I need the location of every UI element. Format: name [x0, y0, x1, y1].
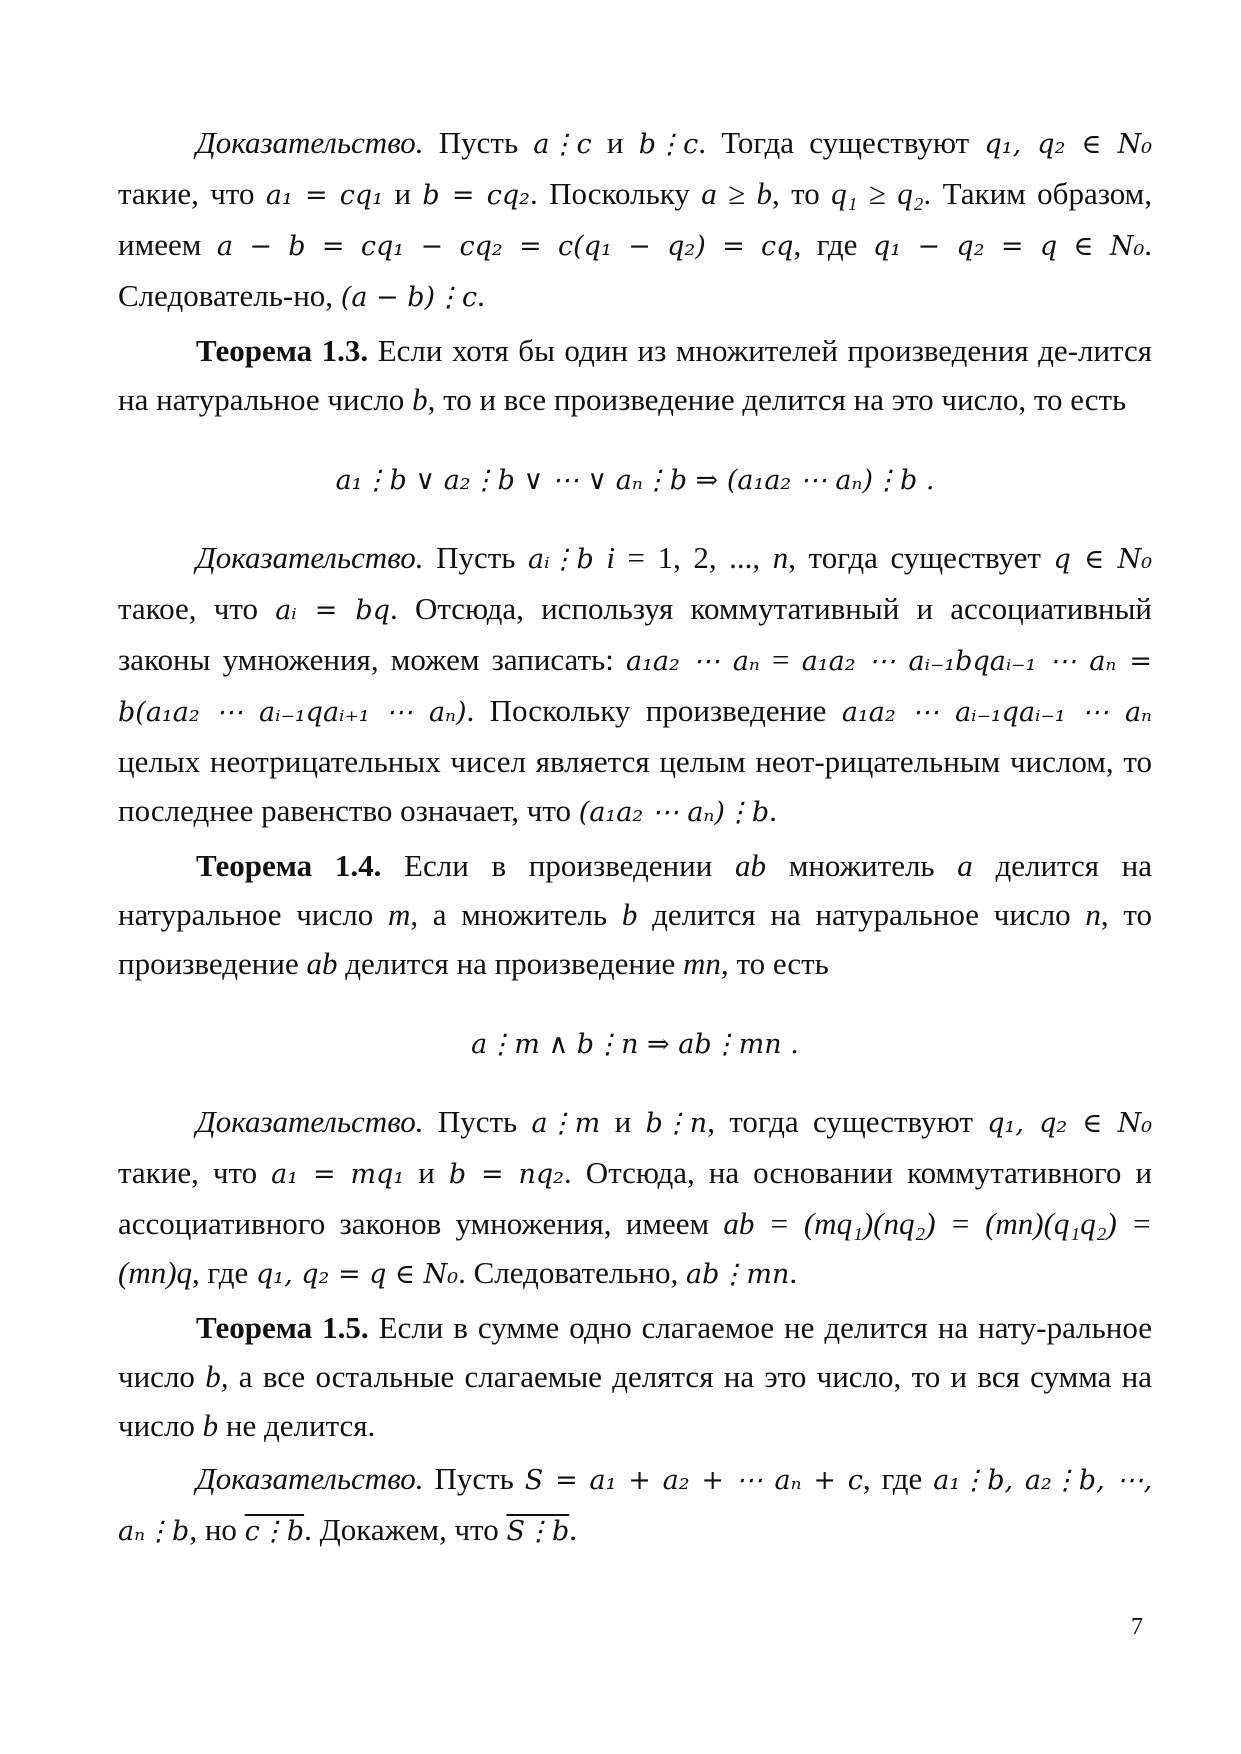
- text: делится на натуральное число: [652, 897, 1071, 932]
- theorem-label: Теорема 1.4.: [196, 848, 382, 883]
- text: , где: [862, 1461, 923, 1496]
- proof-paragraph-2: [118, 533, 1152, 837]
- math-negated: c⋮b: [244, 1516, 305, 1547]
- theorem-1-5: [118, 1303, 1152, 1450]
- math: q₁, q₂ ∈ N₀: [984, 129, 1153, 160]
- math: aᵢ = bq: [275, 595, 390, 626]
- page-body: [118, 118, 1152, 1556]
- proof-paragraph-4: [118, 1454, 1152, 1556]
- math: a⋮m: [531, 1108, 601, 1139]
- text: . Докажем, что: [304, 1512, 499, 1547]
- math: a₁a₂ ⋯ aᵢ₋₁bqaᵢ₋₁ ⋯ aₙ = b(a₁a₂ ⋯ aᵢ₋₁qaᵢ₊₁ ⋯ aₙ): [118, 646, 1152, 728]
- math: b,: [205, 1359, 229, 1394]
- text: Если в произведении: [404, 848, 713, 883]
- text: Пусть: [434, 1461, 514, 1496]
- page-number: 7: [1131, 1614, 1143, 1640]
- math: a₁ = cq₁: [265, 180, 384, 211]
- text: , тогда существуют: [707, 1104, 973, 1139]
- text: . Поскольку произведение: [466, 693, 827, 728]
- formula-theorem-1-4: [118, 1018, 1152, 1069]
- text: . Отсюда, используя коммутативный и ассоциативный законы умножения, можем записать:: [118, 591, 1152, 677]
- text: делится на натуральное число: [118, 848, 1153, 932]
- text: . Отсюда, на основании коммутативного и ассоциативного законов умножения, имеем: [118, 1155, 1153, 1241]
- text: не делится.: [225, 1408, 376, 1443]
- math: q₁, q₂ ∈ N₀: [987, 1108, 1153, 1139]
- text: = 1, 2, ...,: [627, 540, 761, 575]
- text: и: [606, 125, 624, 160]
- text: Пусть: [437, 1104, 518, 1139]
- text: Если хотя бы один из множителей произведения де-лится на натуральное число: [118, 333, 1152, 417]
- text: , то произведение: [118, 897, 1153, 981]
- proof-label: Доказательство.: [196, 540, 424, 575]
- proof-label: Доказательство.: [196, 1461, 424, 1496]
- text: и: [614, 1104, 632, 1139]
- math: mn,: [683, 946, 729, 981]
- theorem-label: Теорема 1.5.: [196, 1310, 369, 1345]
- text: , то и все произведение делится на это число, то есть: [427, 382, 1127, 417]
- math: a₁a₂ ⋯ aᵢ₋₁qaᵢ₋₁ ⋯ aₙ: [841, 697, 1153, 728]
- text: множитель: [788, 848, 935, 883]
- math: b: [202, 1408, 219, 1443]
- text: и: [394, 176, 412, 211]
- math: aᵢ⋮b: [527, 544, 594, 575]
- math: b = cq₂: [422, 180, 530, 211]
- text: . Поскольку: [529, 176, 690, 211]
- math: n: [772, 540, 789, 575]
- proof-label: Доказательство.: [196, 1104, 424, 1139]
- math: b⋮c: [638, 129, 699, 160]
- math: b = nq₂: [448, 1159, 565, 1190]
- math: q₁, q₂ = q ∈ N₀: [256, 1259, 459, 1290]
- text: то есть: [736, 946, 829, 981]
- text: а все остальные слагаемые делятся на это число, то и вся сумма на число: [118, 1359, 1153, 1443]
- text: , где: [192, 1255, 249, 1290]
- text: . Тогда существуют: [698, 125, 970, 160]
- math: b⋮n: [645, 1108, 708, 1139]
- math: a₁⋮b ∨ a₂⋮b ∨ ⋯ ∨ aₙ⋮b ⇒ (a₁a₂ ⋯ aₙ)⋮b .: [335, 465, 935, 496]
- proof-paragraph-3: [118, 1097, 1152, 1299]
- text: Пусть: [436, 540, 516, 575]
- formula-theorem-1-3: [118, 454, 1152, 505]
- math: i: [606, 540, 615, 575]
- math: a⋮m ∧ b⋮n ⇒ ab⋮mn .: [471, 1029, 799, 1060]
- text: , где: [793, 227, 858, 262]
- text: .: [477, 278, 485, 313]
- math: a ≥ b: [701, 176, 772, 211]
- text: Пусть: [438, 125, 519, 160]
- text: =: [772, 642, 790, 677]
- text: , тогда существует: [788, 540, 1041, 575]
- text: Если в сумме одно слагаемое не делится на нату-ральное число: [118, 1310, 1152, 1394]
- math: (a₁a₂ ⋯ aₙ)⋮b: [578, 797, 770, 828]
- text: делится на произведение: [345, 946, 676, 981]
- text: .: [789, 1255, 798, 1290]
- math: S = a₁ + a₂ + ⋯ aₙ + c: [524, 1465, 863, 1496]
- math: ab: [306, 946, 338, 981]
- math: a: [957, 848, 973, 883]
- math: a₁⋮b, a₂⋮b, ⋯, aₙ⋮b: [118, 1465, 1153, 1547]
- text: такие, что: [118, 1155, 258, 1190]
- math: n: [1085, 897, 1101, 932]
- math: (a − b)⋮c: [340, 282, 478, 313]
- text: и: [418, 1155, 435, 1190]
- text: целых неотрицательных чисел является целым неот-рицательным числом, то последнее равенство означает, что: [118, 744, 1152, 828]
- math: ab = (mq₁)(nq₂) = (mn)(q₁q₂) = (mn)q: [118, 1206, 1152, 1290]
- math: a − b = cq₁ − cq₂ = c(q₁ − q₂) = cq: [216, 231, 794, 262]
- text: , но: [189, 1512, 237, 1547]
- text: . Следователь-но,: [118, 227, 1153, 313]
- theorem-1-3: [118, 326, 1152, 424]
- text: .: [569, 1512, 577, 1547]
- math: m: [387, 897, 411, 932]
- proof-paragraph-1: [118, 118, 1152, 322]
- math: a₁ = mq₁: [271, 1159, 405, 1190]
- text: .: [769, 793, 777, 828]
- text: , то: [772, 176, 820, 211]
- text: такие, что: [118, 176, 255, 211]
- math: ab: [735, 848, 767, 883]
- math: ab⋮mn: [686, 1259, 790, 1290]
- text: такое, что: [118, 591, 258, 626]
- text: , а множитель: [410, 897, 608, 932]
- math: a⋮c: [533, 129, 592, 160]
- text: . Следовательно,: [458, 1255, 679, 1290]
- math: q₁ − q₂ = q ∈ N₀: [872, 231, 1145, 262]
- text: . Таким образом, имеем: [118, 176, 1153, 262]
- math: a₁a₂ ⋯ aₙ: [625, 646, 760, 677]
- math: b: [412, 382, 428, 417]
- theorem-label: Теорема 1.3.: [196, 333, 369, 368]
- math-negated: S⋮b: [506, 1516, 570, 1547]
- math: q₁ ≥ q₂: [831, 176, 924, 211]
- theorem-1-4: [118, 841, 1152, 988]
- proof-label: Доказательство.: [196, 125, 424, 160]
- math: q ∈ N₀: [1053, 544, 1153, 575]
- math: b: [621, 897, 638, 932]
